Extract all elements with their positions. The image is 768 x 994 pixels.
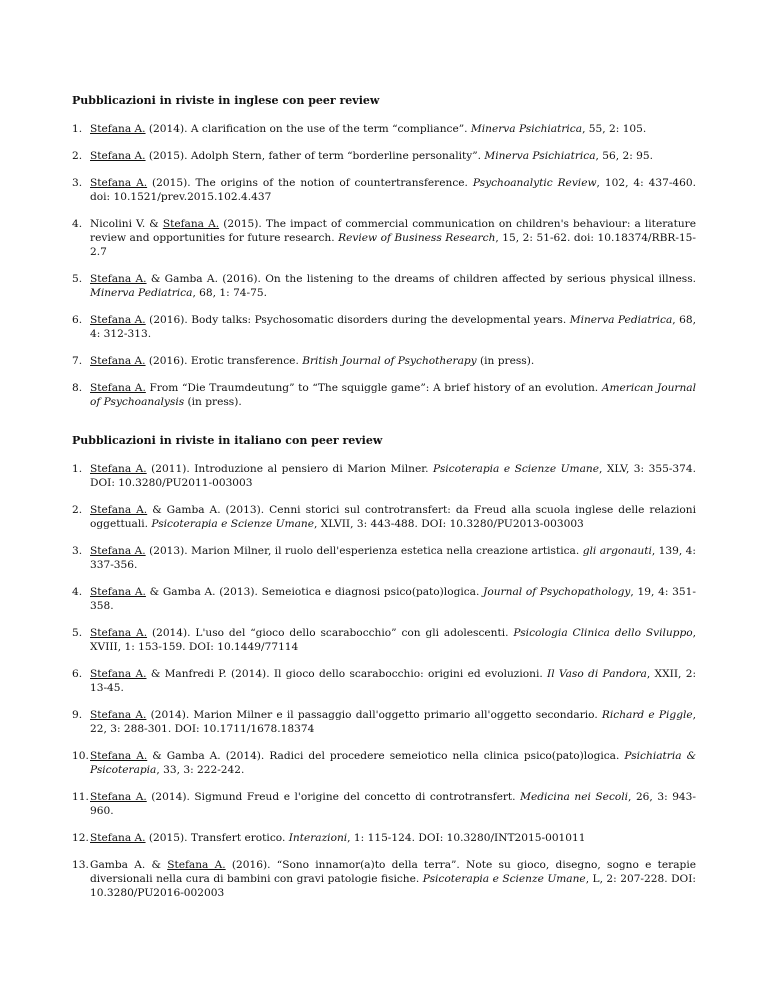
item-number: 13. — [72, 859, 89, 871]
journal-name: Psicoterapia e Scienze Umane — [432, 463, 599, 475]
author-name: Stefana A. — [90, 273, 147, 285]
publication-item — [72, 667, 696, 695]
citation-text: (2014). A clarification on the use of the term “compliance”. — [145, 123, 471, 135]
citation-text: (2016). “Sono innamor(a)to della terra”. Note su gioco, disegno, sogno e terapie diversionali nella cura di bambini con gravi patologie fisiche. — [90, 859, 696, 885]
item-number: 6. — [72, 668, 83, 680]
citation-details: , XVIII, 1: 153-159. DOI: 10.1449/77114 — [90, 627, 696, 653]
citation-details: , 33, 3: 222-242. — [156, 764, 245, 776]
author-name: Stefana A. — [90, 504, 148, 516]
citation-details: (in press). — [184, 396, 242, 408]
journal-name: British Journal of Psychotherapy — [302, 355, 477, 367]
item-number: 2. — [72, 150, 83, 162]
journal-name: Review of Business Research — [338, 232, 496, 244]
item-number: 8. — [72, 382, 83, 394]
author-name: Stefana A. — [90, 314, 146, 326]
citation-details: , 68, 4: 312-313. — [90, 314, 696, 340]
journal-name: Richard e Piggle — [601, 709, 693, 721]
citation-text: (2015). Adolph Stern, father of term “borderline personality”. — [145, 150, 485, 162]
publication-item — [72, 149, 696, 163]
journal-name: Minerva Pediatrica — [569, 314, 673, 326]
journal-name: American Journal of Psychoanalysis — [90, 382, 697, 408]
author-name: Stefana A. — [90, 709, 147, 721]
publication-item — [72, 708, 696, 736]
citation-text: (2014). Marion Milner e il passaggio dall'oggetto primario all'oggetto secondario. — [146, 709, 602, 721]
item-number: 3. — [72, 545, 83, 557]
citation-text: (2014). Sigmund Freud e l'origine del concetto di controtransfert. — [146, 791, 521, 803]
item-number: 6. — [72, 314, 83, 326]
item-number: 9. — [72, 709, 83, 721]
citation-text: & Gamba A. (2013). Semeiotica e diagnosi psico(pato)logica. — [145, 586, 484, 598]
coauthor-prefix: Gamba A. & — [90, 859, 168, 871]
citation-text: (2015). The impact of commercial communication on children's behaviour: a literature review and opportunities for future research. — [90, 218, 697, 244]
publication-item — [72, 381, 696, 409]
author-name: Stefana A. — [90, 791, 147, 803]
author-name: Stefana A. — [90, 355, 146, 367]
publication-item — [72, 354, 696, 368]
publication-item — [72, 831, 696, 845]
journal-name: Minerva Pediatrica — [90, 287, 193, 299]
author-name: Stefana A. — [90, 123, 146, 135]
citation-details: , XLVII, 3: 443-488. DOI: 10.3280/PU2013-003003 — [314, 518, 584, 530]
journal-name: Medicina nei Secoli — [520, 791, 629, 803]
citation-details: , 68, 1: 74-75. — [192, 287, 267, 299]
publication-item — [72, 462, 696, 490]
coauthor-prefix: Nicolini V. & — [90, 218, 163, 230]
author-name: Stefana A. — [90, 668, 147, 680]
publication-item — [72, 544, 696, 572]
journal-name: Psicoterapia e Scienze Umane — [422, 873, 586, 885]
journal-name: Journal of Psychopathology — [483, 586, 631, 598]
publication-item — [72, 503, 696, 531]
author-name: Stefana A. — [90, 545, 146, 557]
citation-details: (in press). — [476, 355, 535, 367]
publication-item — [72, 217, 696, 259]
publication-list — [72, 122, 696, 409]
journal-name: Minerva Psichiatrica — [470, 123, 583, 135]
author-name: Stefana A. — [90, 150, 146, 162]
author-name: Stefana A. — [90, 382, 146, 394]
publication-item — [72, 858, 696, 900]
journal-name: Psicologia Clinica dello Sviluppo — [513, 627, 693, 639]
item-number: 4. — [72, 218, 83, 230]
journal-name: Il Vaso di Pandora — [547, 668, 647, 680]
citation-text: & Gamba A. (2016). On the listening to the dreams of children affected by serious physical illness. — [146, 273, 697, 285]
citation-details: , XLV, 3: 355-374. DOI: 10.3280/PU2011-003003 — [90, 463, 696, 489]
item-number: 3. — [72, 177, 83, 189]
publication-item — [72, 585, 696, 613]
citation-text: (2016). Erotic transference. — [145, 355, 303, 367]
citation-details: , 55, 2: 105. — [582, 123, 647, 135]
citation-details: , 22, 3: 288-301. DOI: 10.1711/1678.18374 — [90, 709, 697, 735]
author-name: Stefana A. — [90, 177, 148, 189]
citation-details: , 15, 2: 51-62. doi: 10.18374/RBR-15-2.7 — [90, 232, 697, 258]
citation-details: , 102, 4: 437-460. doi: 10.1521/prev.2015.102.4.437 — [90, 177, 696, 203]
citation-text: (2014). L'uso del “gioco dello scarabocchio” con gli adolescenti. — [147, 627, 514, 639]
citation-text: & Gamba A. (2014). Radici del procedere semeiotico nella clinica psico(pato)logica. — [147, 750, 625, 762]
citation-text: From “Die Traumdeutung” to “The squiggle game”: A brief history of an evolution. — [145, 382, 602, 394]
citation-text: & Manfredi P. (2014). Il gioco dello scarabocchio: origini ed evoluzioni. — [146, 668, 548, 680]
item-number: 5. — [72, 273, 83, 285]
publication-item — [72, 790, 696, 818]
publication-item — [72, 272, 696, 300]
citation-details: , 1: 115-124. DOI: 10.3280/INT2015-001011 — [347, 832, 586, 844]
item-number: 4. — [72, 586, 83, 598]
journal-name: Minerva Psichiatrica — [484, 150, 596, 162]
publication-item — [72, 749, 696, 777]
journal-name: Interazioni — [288, 832, 348, 844]
citation-text: & Gamba A. (2013). Cenni storici sul controtransfert: da Freud alla scuola inglese delle relazioni oggettuali. — [90, 504, 696, 530]
citation-text: (2013). Marion Milner, il ruolo dell'esperienza estetica nella creazione artistica. — [145, 545, 583, 557]
item-number: 2. — [72, 504, 83, 516]
item-number: 11. — [72, 791, 89, 803]
item-number: 1. — [72, 463, 83, 475]
item-number: 5. — [72, 627, 83, 639]
author-name: Stefana A. — [90, 586, 146, 598]
citation-details: , 56, 2: 95. — [595, 150, 654, 162]
section-heading: Pubblicazioni in riviste in inglese con peer review — [72, 94, 380, 107]
author-name: Stefana A. — [90, 750, 148, 762]
section-italian — [72, 434, 696, 900]
journal-name: gli argonauti — [582, 545, 652, 557]
journal-name: Psichiatria & Psicoterapia — [90, 750, 697, 776]
section-heading: Pubblicazioni in riviste in italiano con peer review — [72, 434, 383, 447]
publication-item — [72, 176, 696, 204]
document-page — [72, 94, 696, 913]
item-number: 1. — [72, 123, 83, 135]
publication-list — [72, 462, 696, 900]
citation-text: (2015). The origins of the notion of countertransference. — [147, 177, 473, 189]
item-number: 10. — [72, 750, 89, 762]
publication-item — [72, 626, 696, 654]
author-name: Stefana A. — [167, 859, 226, 871]
citation-text: (2011). Introduzione al pensiero di Marion Milner. — [146, 463, 433, 475]
item-number: 7. — [72, 355, 83, 367]
citation-details: , 19, 4: 351-358. — [90, 586, 696, 612]
publication-item — [72, 313, 696, 341]
item-number: 12. — [72, 832, 89, 844]
journal-name: Psychoanalytic Review — [472, 177, 597, 189]
author-name: Stefana A. — [90, 627, 148, 639]
citation-details: , L, 2: 207-228. DOI: 10.3280/PU2016-002003 — [90, 873, 696, 899]
journal-name: Psicoterapia e Scienze Umane — [151, 518, 315, 530]
citation-details: , 26, 3: 943-960. — [90, 791, 696, 817]
section-english — [72, 94, 696, 409]
author-name: Stefana A. — [90, 463, 147, 475]
author-name: Stefana A. — [162, 218, 220, 230]
publication-item — [72, 122, 696, 136]
citation-text: (2016). Body talks: Psychosomatic disorders during the developmental years. — [145, 314, 570, 326]
citation-details: , XXII, 2: 13-45. — [90, 668, 697, 694]
author-name: Stefana A. — [90, 832, 146, 844]
citation-text: (2015). Transfert erotico. — [145, 832, 289, 844]
citation-details: , 139, 4: 337-356. — [90, 545, 696, 571]
